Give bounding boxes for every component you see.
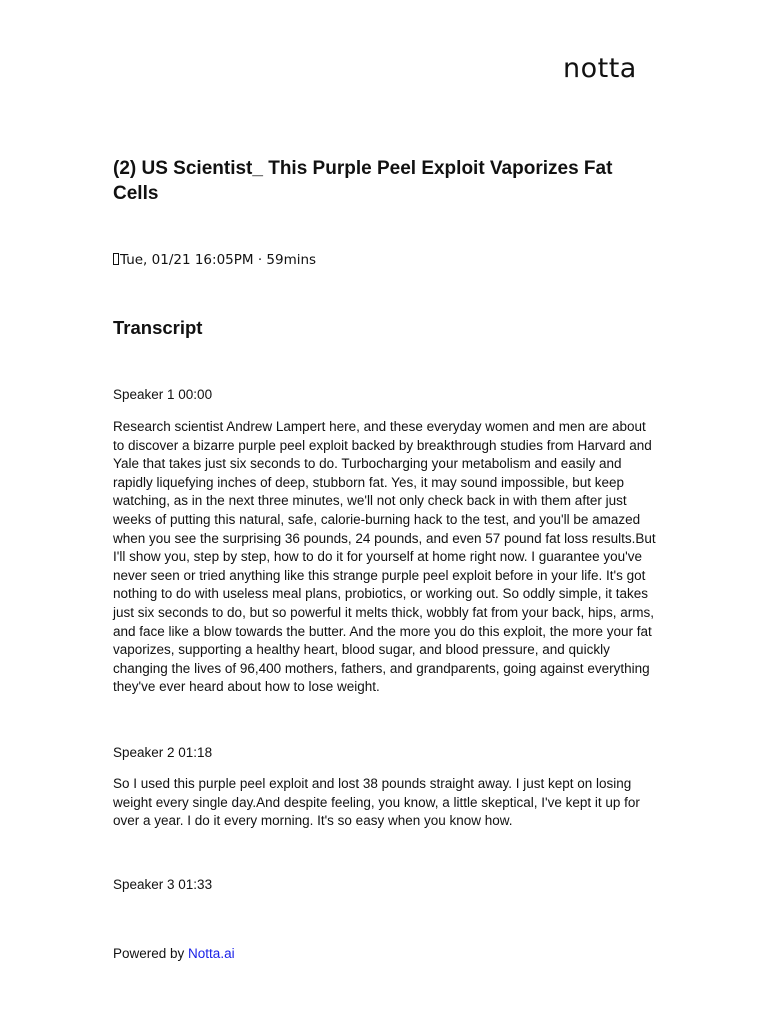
notta-ai-link[interactable]: Notta.ai bbox=[188, 946, 235, 961]
powered-by-footer bbox=[113, 945, 235, 963]
speaker-2-label: Speaker 2 01:18 bbox=[113, 745, 213, 760]
powered-by-text: Powered by bbox=[113, 946, 189, 961]
notta-logo: notta bbox=[563, 53, 637, 84]
document-title: (2) US Scientist_ This Purple Peel Exploit Vaporizes Fat Cells bbox=[113, 158, 613, 204]
recording-meta bbox=[113, 251, 316, 269]
transcript-heading: Transcript bbox=[113, 317, 203, 338]
speaker-2-text: So I used this purple peel exploit and lost 38 pounds straight away. I just kept on losing weight every single day.And despite feeling, you know, a little skeptical, I've kept it up for over a year. I do it every morning. It's so easy when you know how. bbox=[113, 776, 640, 829]
speaker-1-label: Speaker 1 00:00 bbox=[113, 387, 213, 402]
recording-datetime-duration: Tue, 01/21 16:05PM · 59mins bbox=[120, 252, 317, 268]
calendar-icon bbox=[113, 253, 119, 265]
speaker-3-label: Speaker 3 01:33 bbox=[113, 877, 213, 892]
speaker-1-text: Research scientist Andrew Lampert here, and these everyday women and men are about to discover a bizarre purple peel exploit backed by breakthrough studies from Harvard and Yale that takes just six seconds to do. Turbocharging your metabolism and easily and rapidly liquefying inches of deep, stubborn fat. Yes, it may sound impossible, but keep watching, as in the next three minutes, we'll not only check back in with them after just weeks of putting this natural, safe, calorie-burning hack to the test, and you'll be amazed when you see the surprising 36 pounds, 24 pounds, and even 57 pound fat loss results.But I'll show you, step by step, how to do it for yourself at home right now. I guarantee you've never seen or tried anything like this strange purple peel exploit before in your life. It's got nothing to do with useless meal plans, probiotics, or working out. So oddly simple, it takes just six seconds to do, but so powerful it melts thick, wobbly fat from your back, hips, arms, and face like a blow towards the butter. And the more you do this exploit, the more your fat vaporizes, supporting a healthy heart, blood sugar, and blood pressure, and quickly changing the lives of 96,400 mothers, fathers, and grandparents, going against everything they've ever heard about how to lose weight. bbox=[113, 419, 656, 695]
